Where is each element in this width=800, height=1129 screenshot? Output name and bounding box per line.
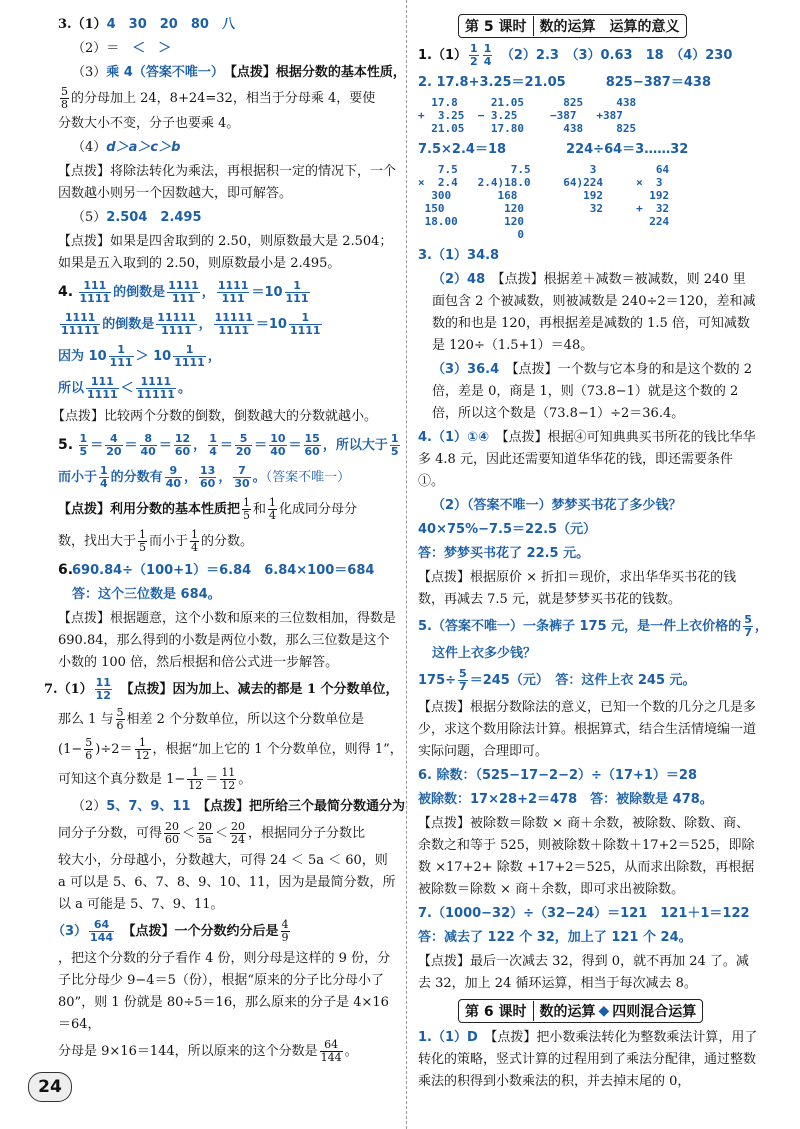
r1: 1.（1） $\frac{1}{2}$ $\frac{1}{4}$ （2）2.3 （3）0.63 18 （4）230 — [418, 42, 733, 68]
r5-c: 175÷ $\frac{5}{7}$ ＝245（元） 答：这件上衣 245 元。 — [418, 667, 696, 693]
q3-3-cont: $\frac{5}{8}$ 的分母加上 24，8+24=32，相当于分母乘 4，要使 — [61, 85, 376, 111]
r5-b: 这件上衣多少钱？ — [432, 646, 537, 661]
q7-2-b: 同分子分数，可得 $\frac{20}{60}$ ＜ $\frac{20}{5a}$ ＜ $\frac{20}{24}$ ，根据同分子分数比 — [58, 820, 366, 846]
q3-2: （2）＝ ＜ ＞ — [72, 41, 172, 56]
right-column — [418, 14, 768, 1095]
r4-1: 4.（1）①④ 【点拨】根据④可知典典买书所花的钱比华华多 4.8 元，因此还需要知道华华花的钱，即还需要条件①。 — [418, 430, 756, 489]
q6-tip: 【点拨】根据题意，这个小数和原来的三位数相加，得数是 690.84，那么得到的小数是两位小数，那么三位数是这个小数的 100 倍，然后根据和倍公式进一步解答。 — [58, 611, 397, 670]
q3-1: 3.（1）4 30 20 80 八 — [58, 17, 235, 32]
q3-5-tip: 【点拨】如果是四舍取到的 2.50，则原数最大是 2.504；如果是五入取到的 2.50，则原数最小是 2.495。 — [58, 234, 393, 271]
q3-4: （4）d＞a＞c＞b — [72, 140, 181, 155]
vertical-calc-1: 17.8 21.05 + 3.25 − 3.25 21.05 17.80 825 438 −387 +387 438 825 — [418, 96, 637, 135]
q7-1-c: (1− $\frac{5}{6}$ )÷2＝ $\frac{1}{12}$ ，根据“加上它的 1 个分数单位，则得 1”， — [58, 736, 403, 762]
r6-b: 被除数：17×28+2＝478 答：被除数是 478。 — [418, 792, 713, 807]
r4-2b: 40×75%−7.5＝22.5（元） — [418, 522, 597, 537]
q3-4-tip: 【点拨】将除法转化为乘法，再根据积一定的情况下，一个因数越小则另一个因数越大，即可解答。 — [58, 164, 397, 201]
r7-a: 7.（1000−32）÷（32−24）＝121 121＋1＝122 — [418, 906, 750, 921]
page-number: 24 — [28, 1072, 72, 1102]
q5-line2: 而小于 $\frac{1}{4}$ 的分数有 $\frac{9}{40}$ ， $\frac{13}{60}$ ， $\frac{7}{30}$ 。（答案不唯一） — [58, 464, 351, 490]
q7-1: 7.（1） $\frac{11}{12}$ 【点拨】因为加上、减去的都是 1 个分数单位， — [44, 676, 399, 702]
r6-a: 6. 除数：（525−17−2−2）÷（17+1）＝28 — [418, 768, 698, 783]
q6-ans: 6.690.84÷（100+1）＝6.84 6.84×100＝684 — [58, 562, 375, 578]
r6-tip: 【点拨】被除数＝除数 × 商＋余数，被除数、除数、商、余数之和等于 525，则被除数＋除数＋17+2＝525，即除数 ×17+2+ 除数 +17+2＝525，从而求出除数，再根据被除数＝除数 × 商＋余数，即可求出被除数。 — [418, 816, 755, 897]
column-divider — [406, 0, 407, 1129]
q4-line2: $\frac{1111}{11111}$ 的倒数是 $\frac{11111}{1111}$ ， $\frac{11111}{1111}$ ＝10 $\frac{1}{1111}$ — [61, 311, 321, 337]
r5: 5.（答案不唯一）一条裤子 175 元，是一件上衣价格的 $\frac{5}{7}$ ， — [418, 613, 768, 639]
left-column — [44, 14, 406, 1068]
r2-line2: 7.5×2.4＝18 224÷64＝3……32 — [418, 142, 689, 157]
r7-b: 答：减去了 122 个 32，加上了 121 个 24。 — [418, 930, 692, 945]
r3-1: 3.（1）34.8 — [418, 248, 500, 263]
q4-line1: 4. $\frac{111}{1111}$ 的倒数是 $\frac{1111}{111}$ ， $\frac{1111}{111}$ ＝10 $\frac{1}{111}$ — [58, 279, 309, 305]
fraction: $\frac{5}{8}$ — [61, 85, 68, 111]
q6-ans2: 答：这个三位数是 684。 — [72, 587, 221, 602]
r4-2c: 答：梦梦买书花了 22.5 元。 — [418, 546, 590, 561]
q7-3-b: ，把这个分数的分子看作 4 份，则分母是这样的 9 份，分子比分母少 9−4＝5（份），根据“原来的分子比分母小了 80”，则 1 份就是 80÷5＝16，那么原来的分子是 4×16＝64， — [58, 951, 391, 1032]
q4-line3: 因为 10 $\frac{1}{111}$ ＞ 10 $\frac{1}{1111}$ ， — [58, 343, 221, 369]
q7-3-c: 分母是 9×16＝144，所以原来的这个分数是 $\frac{64}{144}$ 。 — [58, 1038, 358, 1064]
lesson5-header: 第 5 课时 数的运算 运算的意义 — [458, 14, 758, 38]
r3-3: （3）36.4 【点拨】一个数与它本身的和是这个数的 2 倍，差是 0，商是 1，则（73.8−1）就是这个数的 2 倍，所以这个数是（73.8−1）÷2＝36.4。 — [432, 362, 753, 421]
r3-2: （2）48 【点拨】根据差＋减数＝被减数，则 240 里面包含 2 个被减数，则被减数是 240÷2＝120，差和减数的和也是 120，再根据差是减数的 1.5 倍，可知减数是 120÷（1.5+1）＝48。 — [432, 272, 756, 353]
r7-tip: 【点拨】最后一次减去 32，得到 0，就不再加 24 了。减去 32，加上 24 循环运算，相当于每次减去 8。 — [418, 954, 749, 991]
r4-tip: 【点拨】根据原价 × 折扣＝现价，求出华华买书花的钱数，再减去 7.5 元，就是梦梦买书花的钱数。 — [418, 570, 737, 607]
q7-2-d: 较大小，分母越小，分数越大，可得 24 ＜ 5a ＜ 60，则 a 可以是 5、6、7、8、9、10、11，因为是最简分数，所以 a 可能是 5、7、9、11。 — [58, 853, 396, 912]
lesson6-header: 第 6 课时 数的运算 ◆ 四则混合运算 — [458, 999, 758, 1023]
q7-2: （2）5、7、9、11 【点拨】把所给三个最简分数通分为 — [72, 799, 406, 814]
q4-line4: 所以 $\frac{111}{1111}$ ＜ $\frac{1111}{11111}$ 。 — [58, 375, 191, 401]
r4-2: （2）（答案不唯一）梦梦买书花了多少钱？ — [432, 498, 682, 513]
q7-1-d: 可知这个真分数是 1− $\frac{1}{12}$ ＝ $\frac{11}{12}$ 。 — [58, 766, 252, 792]
r2-line: 2. 17.8+3.25＝21.05 825−387＝438 — [418, 75, 711, 90]
q5-line1: 5. $\frac{1}{5}$ ＝ $\frac{4}{20}$ ＝ $\frac{8}{40}$ ＝ $\frac{12}{60}$ ， $\frac{1}{4}$ ＝ $\frac{5}{20}$ ＝ $\frac{10}{40}$ ＝ $\frac{15}{60}$ ，所以大于 $\frac{1}{5}$ — [58, 432, 399, 458]
q3-3: （3）乘 4（答案不唯一） 【点拨】根据分数的基本性质， — [72, 65, 406, 80]
vertical-calc-2: 7.5 7.5 × 2.4 2.4)18.0 300 168 150 120 18.00 120 0 3 64 64)224 × 3 192 192 32 + 32 224 — [418, 163, 670, 241]
q7-1-b: 那么 1 与 $\frac{5}{6}$ 相差 2 个分数单位，所以这个分数单位是 — [58, 706, 365, 732]
r8: 1.（1）D 【点拨】把小数乘法转化为整数乘法计算，用了转化的策略，竖式计算的过程用到了乘法分配律，通过整数乘法的积得到小数乘法的积，并去掉末尾的 0， — [418, 1030, 758, 1089]
q4-tip: 【点拨】比较两个分数的倒数，倒数越大的分数就越小。 — [52, 409, 378, 424]
q5-tip1: 【点拨】利用分数的基本性质把 $\frac{1}{5}$ 和 $\frac{1}{4}$ 化成同分母分 — [58, 496, 358, 522]
q3-3-cont2: 分数大小不变，分子也要乘 4。 — [58, 116, 240, 131]
q5-tip2: 数，找出大于 $\frac{1}{5}$ 而小于 $\frac{1}{4}$ 的分数。 — [58, 528, 254, 554]
diamond-arrow-icon: ◆ — [598, 1003, 610, 1019]
q7-3: （3） $\frac{64}{144}$ 【点拨】一个分数约分后是 $\frac{4}{9}$ — [52, 918, 289, 944]
q3-5: （5）2.504 2.495 — [72, 210, 202, 225]
r5-tip: 【点拨】根据分数除法的意义，已知一个数的几分之几是多少，求这个数用除法计算。根据算式，结合生活情境编一道实际问题，合理即可。 — [418, 700, 757, 759]
